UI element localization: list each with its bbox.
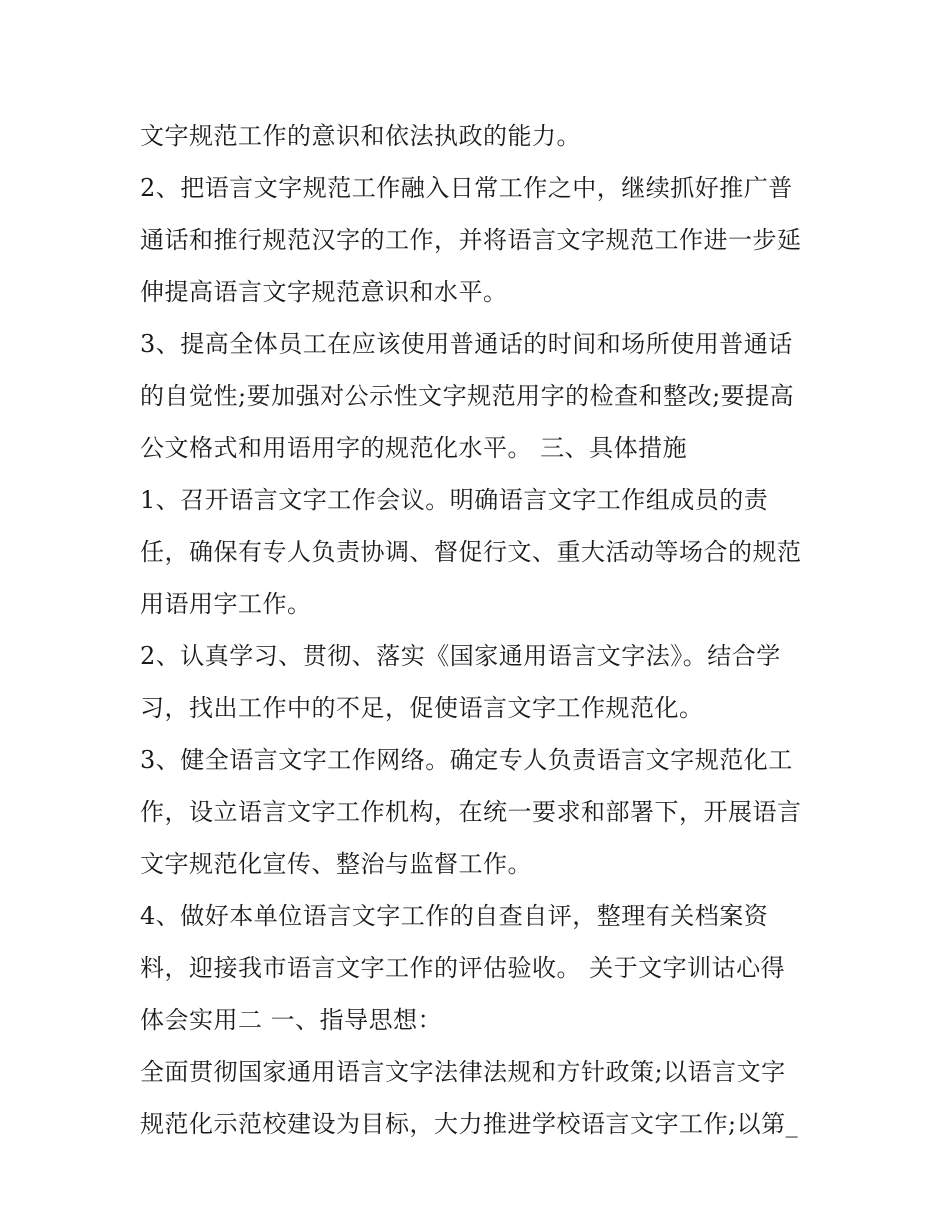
text-line: 2、认真学习、贯彻、落实《国家通用语言文字法》。结合学 [140, 642, 781, 670]
text-line: 习，找出工作中的不足，促使语言文字工作规范化。 [140, 694, 704, 722]
text-line: 通话和推行规范汉字的工作，并将语言文字规范工作进一步延 [140, 226, 802, 254]
text-line: 任，确保有专人负责协调、督促行文、重大活动等场合的规范 [140, 538, 802, 566]
text-line: 料，迎接我市语言文字工作的评估验收。 关于文字训诂心得 [140, 954, 786, 982]
text-line: 用语用字工作。 [140, 590, 312, 618]
text-line: 的自觉性;要加强对公示性文字规范用字的检查和整改;要提高 [140, 382, 795, 410]
text-line: 4、做好本单位语言文字工作的自查自评，整理有关档案资 [140, 902, 769, 930]
text-line: 1、召开语言文字工作会议。明确语言文字工作组成员的责 [140, 486, 769, 514]
text-line: 2、把语言文字规范工作融入日常工作之中，继续抓好推广普 [140, 174, 793, 202]
text-line: 作，设立语言文字工作机构，在统一要求和部署下，开展语言 [140, 798, 802, 826]
text-line: 文字规范工作的意识和依法执政的能力。 [140, 122, 581, 150]
text-line: 文字规范化宣传、整治与监督工作。 [140, 850, 532, 878]
text-line: 全面贯彻国家通用语言文字法律法规和方针政策;以语言文字 [140, 1058, 786, 1086]
text-line: 公文格式和用语用字的规范化水平。 三、具体措施 [140, 434, 688, 462]
document-body [140, 110, 820, 1150]
text-line: 伸提高语言文字规范意识和水平。 [140, 278, 508, 306]
text-line: 规范化示范校建设为目标，大力推进学校语言文字工作;以第_ [140, 1110, 799, 1138]
text-line: 3、健全语言文字工作网络。确定专人负责语言文字规范化工 [140, 746, 793, 774]
text-line: 体会实用二 一、指导思想： [140, 1006, 443, 1034]
text-line: 3、提高全体员工在应该使用普通话的时间和场所使用普通话 [140, 330, 793, 358]
